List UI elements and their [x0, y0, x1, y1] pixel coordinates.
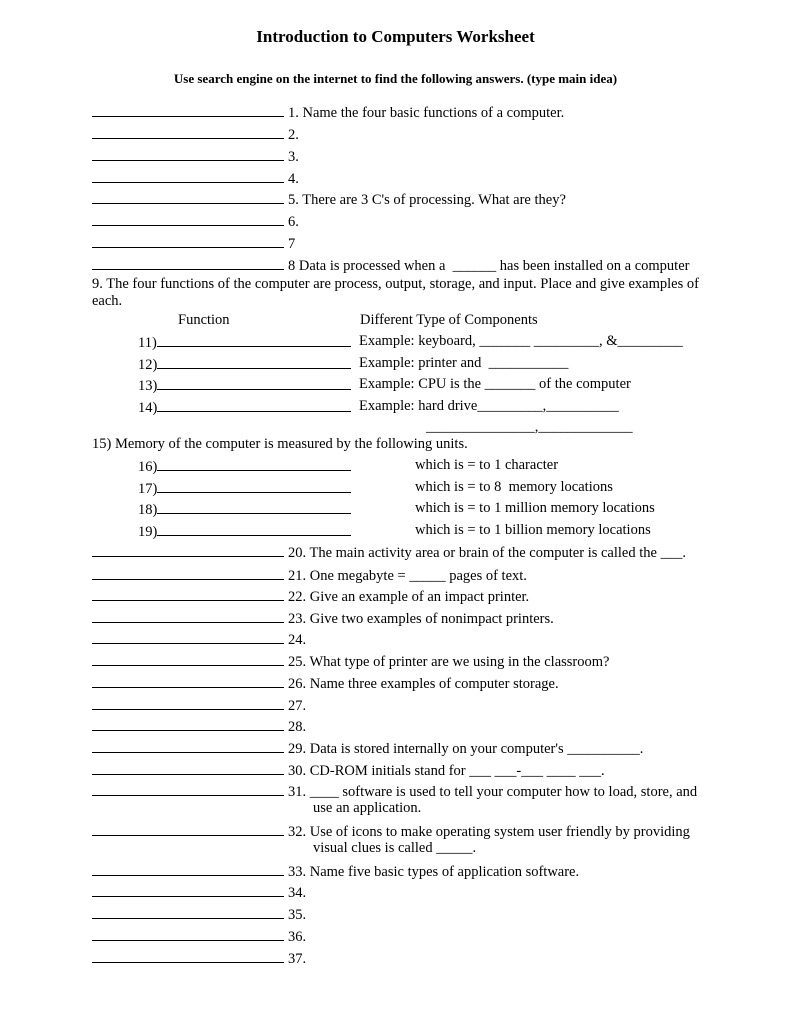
- answer-blank[interactable]: [92, 862, 284, 876]
- question-text: 1. Name the four basic functions of a computer.: [288, 105, 565, 121]
- function-header: Function: [178, 312, 230, 328]
- function-row: [138, 355, 351, 374]
- answer-blank[interactable]: [92, 822, 284, 836]
- question-text: 20. The main activity area or brain of the computer is called the ___.: [288, 545, 686, 561]
- answer-blank[interactable]: [92, 905, 284, 919]
- function-number: 14): [138, 400, 158, 416]
- function-number: 13): [138, 378, 158, 394]
- answer-blank[interactable]: [92, 927, 284, 941]
- memory-description: which is = to 1 million memory locations: [415, 500, 655, 516]
- question-row: [92, 256, 689, 275]
- function-number: 11): [138, 335, 157, 351]
- question-row: [92, 103, 564, 122]
- answer-blank[interactable]: [157, 500, 351, 514]
- answer-blank[interactable]: [92, 674, 284, 688]
- answer-blank[interactable]: [92, 543, 284, 557]
- memory-row: [138, 457, 351, 476]
- memory-description: which is = to 1 billion memory locations: [415, 522, 651, 538]
- question-row: [92, 609, 554, 628]
- answer-blank[interactable]: [92, 696, 284, 710]
- question-text: 30. CD-ROM initials stand for ___ ___-___ ____ ___.: [288, 763, 605, 779]
- question-text: 31. ____ software is used to tell your computer how to load, store, and: [288, 784, 698, 800]
- question-row: [92, 587, 529, 606]
- question-row: [92, 190, 566, 209]
- memory-number: 17): [138, 481, 158, 497]
- question-15: 15) Memory of the computer is measured by the following units.: [92, 436, 468, 452]
- function-number: 12): [138, 357, 158, 373]
- question-text: 23. Give two examples of nonimpact printers.: [288, 611, 554, 627]
- memory-row: [138, 522, 351, 541]
- function-example: Example: hard drive_________,__________: [359, 398, 619, 414]
- question-text: 34.: [288, 885, 307, 901]
- function-example: Example: printer and ___________: [359, 355, 569, 371]
- question-row: [92, 674, 559, 693]
- question-text: 27.: [288, 698, 307, 714]
- question-row: [92, 147, 299, 166]
- components-header: Different Type of Components: [360, 312, 538, 328]
- answer-blank[interactable]: [157, 479, 351, 493]
- answer-blank[interactable]: [92, 587, 284, 601]
- question-text: 2.: [288, 127, 299, 143]
- question-row: [92, 905, 306, 924]
- question-row: [92, 630, 306, 649]
- answer-blank[interactable]: [92, 717, 284, 731]
- question-text-continued: use an application.: [313, 800, 422, 816]
- answer-blank[interactable]: [157, 333, 351, 347]
- function-row: [138, 376, 351, 395]
- function-example-continued: _______________,_____________: [426, 419, 633, 435]
- question-text: 22. Give an example of an impact printer.: [288, 589, 530, 605]
- memory-description: which is = to 1 character: [415, 457, 559, 473]
- answer-blank[interactable]: [92, 234, 284, 248]
- question-text-continued: visual clues is called _____.: [313, 840, 477, 856]
- question-text: 33. Name five basic types of application software.: [288, 864, 580, 880]
- answer-blank[interactable]: [92, 147, 284, 161]
- page-title: Introduction to Computers Worksheet: [256, 27, 535, 46]
- question-row: [92, 822, 690, 841]
- question-text: 21. One megabyte = _____ pages of text.: [288, 568, 527, 584]
- answer-blank[interactable]: [92, 630, 284, 644]
- question-text: 5. There are 3 C's of processing. What are they?: [288, 192, 566, 208]
- memory-description: which is = to 8 memory locations: [415, 479, 613, 495]
- question-text: 37.: [288, 951, 307, 967]
- function-example: Example: CPU is the _______ of the computer: [359, 376, 631, 392]
- question-text: 4.: [288, 171, 299, 187]
- question-row: [92, 949, 306, 968]
- question-row: [92, 761, 605, 780]
- answer-blank[interactable]: [157, 457, 351, 471]
- question-row: [92, 696, 306, 715]
- question-row: [92, 566, 527, 585]
- question-9: 9. The four functions of the computer are process, output, storage, and input. Place and give examples of each.: [92, 276, 699, 309]
- memory-row: [138, 479, 351, 498]
- answer-blank[interactable]: [92, 103, 284, 117]
- answer-blank[interactable]: [92, 782, 284, 796]
- question-text: 7: [288, 236, 296, 252]
- answer-blank[interactable]: [92, 190, 284, 204]
- question-text: 29. Data is stored internally on your computer's __________.: [288, 741, 644, 757]
- answer-blank[interactable]: [157, 355, 351, 369]
- question-row: [92, 739, 643, 758]
- function-row: [138, 398, 351, 417]
- question-row: [92, 862, 579, 881]
- answer-blank[interactable]: [92, 739, 284, 753]
- answer-blank[interactable]: [157, 376, 351, 390]
- question-row: [92, 782, 697, 801]
- memory-number: 19): [138, 524, 158, 540]
- memory-number: 16): [138, 459, 158, 475]
- question-text: 3.: [288, 149, 299, 165]
- answer-blank[interactable]: [92, 212, 284, 226]
- question-text: 8 Data is processed when a ______ has been installed on a computer: [288, 258, 690, 274]
- answer-blank[interactable]: [92, 652, 284, 666]
- answer-blank[interactable]: [92, 949, 284, 963]
- question-text: 35.: [288, 907, 307, 923]
- memory-number: 18): [138, 502, 158, 518]
- question-row: [92, 169, 299, 188]
- question-text: 25. What type of printer are we using in the classroom?: [288, 654, 610, 670]
- answer-blank[interactable]: [157, 522, 351, 536]
- question-row: [92, 212, 299, 231]
- question-text: 26. Name three examples of computer storage.: [288, 676, 559, 692]
- question-text: 28.: [288, 719, 307, 735]
- function-example: Example: keyboard, _______ _________, &_________: [359, 333, 683, 349]
- question-row: [92, 234, 295, 253]
- question-row: [92, 927, 306, 946]
- answer-blank[interactable]: [157, 398, 351, 412]
- question-row: [92, 883, 306, 902]
- answer-blank[interactable]: [92, 609, 284, 623]
- question-text: 6.: [288, 214, 299, 230]
- question-text: 24.: [288, 632, 307, 648]
- question-row: [92, 125, 299, 144]
- question-row: [92, 652, 609, 671]
- answer-blank[interactable]: [92, 169, 284, 183]
- question-text: 36.: [288, 929, 307, 945]
- question-text: 32. Use of icons to make operating system user friendly by providing: [288, 824, 690, 840]
- memory-row: [138, 500, 351, 519]
- instructions: Use search engine on the internet to find the following answers. (type main idea): [173, 71, 618, 86]
- answer-blank[interactable]: [92, 566, 284, 580]
- answer-blank[interactable]: [92, 761, 284, 775]
- question-row: [92, 717, 306, 736]
- question-row: [92, 543, 686, 562]
- answer-blank[interactable]: [92, 125, 284, 139]
- answer-blank[interactable]: [92, 256, 284, 270]
- function-row: [138, 333, 351, 352]
- answer-blank[interactable]: [92, 883, 284, 897]
